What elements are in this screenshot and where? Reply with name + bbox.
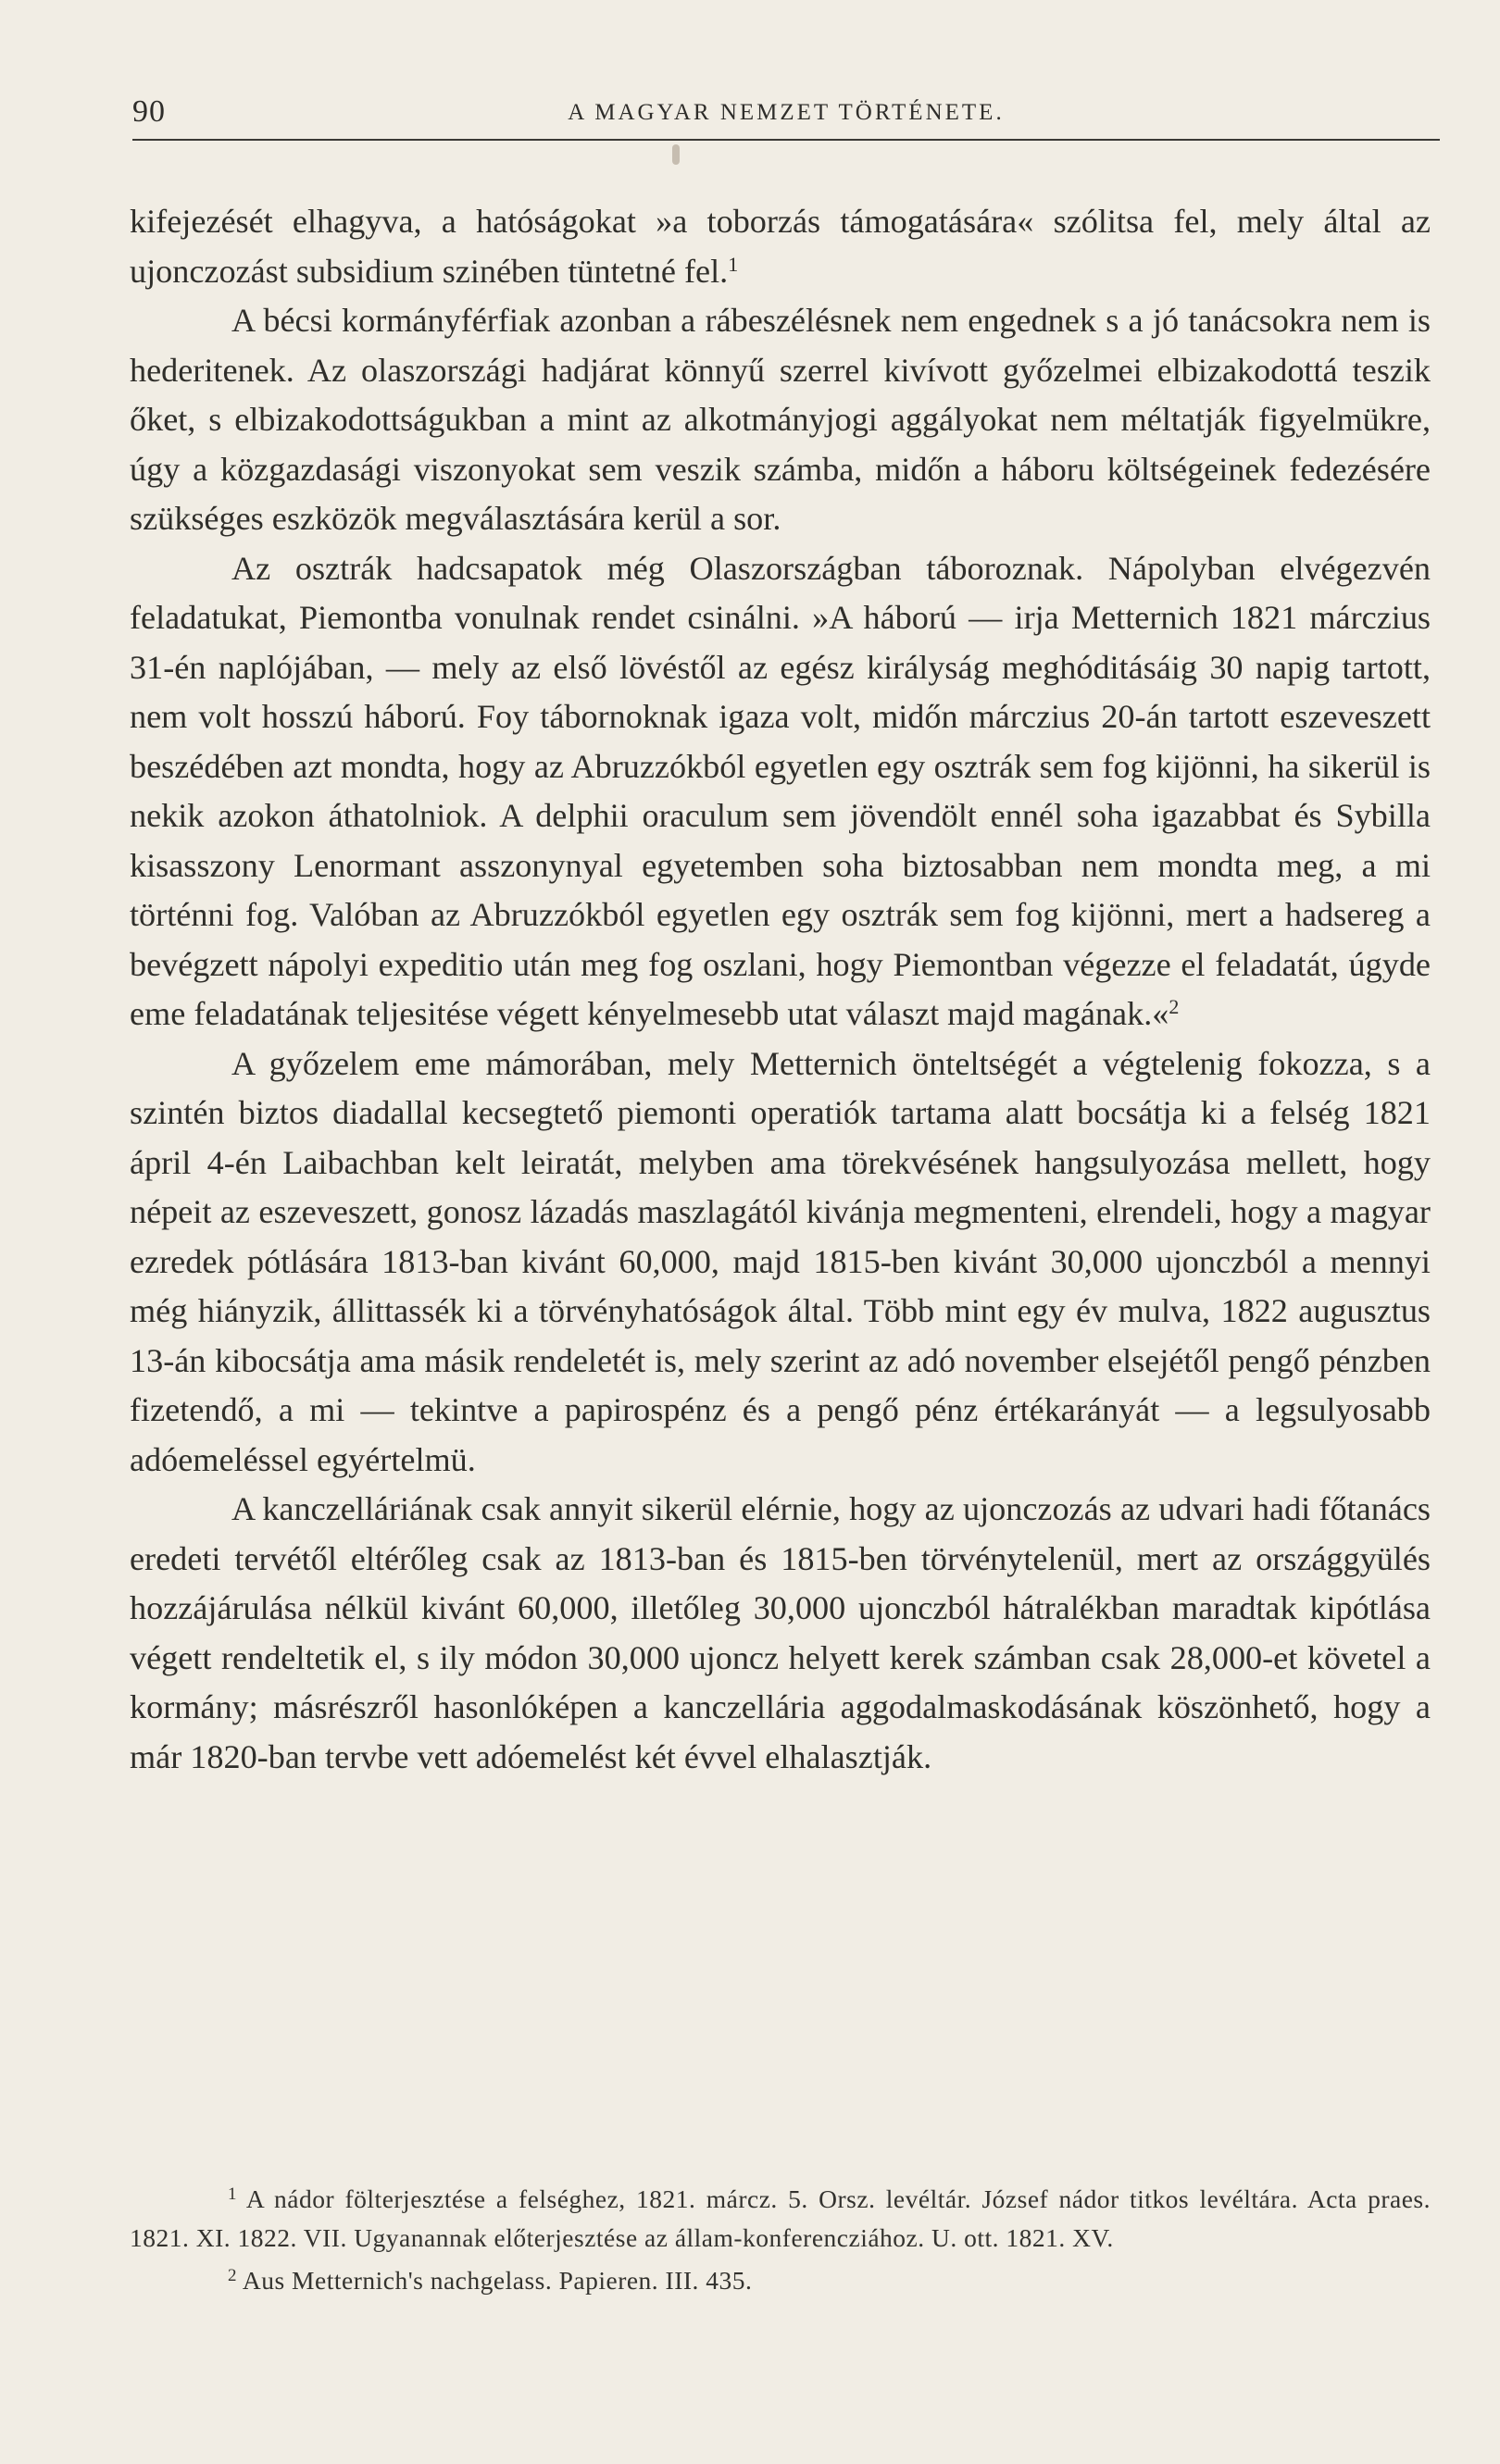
footnote-reference: 1 [728, 252, 739, 276]
footnote-mark: 1 [228, 2184, 237, 2204]
paragraph-text: A győzelem eme mámorában, mely Metternich önteltségét a végtelenig fokozza, s a szintén biztos diadallal kecsegtető piemonti operatiók tartama alatt bocsátja ki a felség 1821 ápril 4-én Laibachban kelt leiratát, melyben ama törekvésének hangsulyozása mellett, hogy népeit az eszeveszett, gonosz lázadás maszlagától kivánja megmenteni, elrendeli, hogy a magyar ezredek pótlására 1813-ban kivánt 60,000, majd 1815-ben kivánt 30,000 ujonczból a mennyi még hiányzik, állittassék ki a törvényhatóságok által. Több mint egy év mulva, 1822 augusztus 13-án kibocsátja ama másik rendeletét is, mely szerint az adó november elsejétől pengő pénzben fizetendő, a mi — tekintve a papirospénz és a pengő pénz értékarányát — a legsulyosabb adóemeléssel egyértelmü. [130, 1044, 1431, 1478]
paragraph-text: A bécsi kormányférfiak azonban a rábeszélésnek nem engednek s a jó tanácsokra nem is hederitenek. Az olaszországi hadjárat könnyű szerrel kivívott győzelmei elbizakodottá teszik őket, s elbizakodottságukban a mint az alkotmányjogi aggályokat nem méltatják figyelmükre, úgy a közgazdasági viszonyokat sem veszik számba, midőn a háboru költségeinek fedezésére szükséges eszközök megválasztására kerül a sor. [130, 302, 1431, 537]
running-head [132, 94, 1440, 141]
paragraph-text: Az osztrák hadcsapatok még Olaszországban táboroznak. Nápolyban elvégezvén feladatukat, Piemontba vonulnak rendet csinálni. »A háború — irja Metternich 1821 márczius 31-én naplójában, — mely az első lövéstől az egész királyság meghóditásáig 30 napig tartott, nem volt hosszú háború. Foy tábornoknak igaza volt, midőn márczius 20-án tartott eszeveszett beszédében azt mondta, hogy az Abruzzókból egyetlen egy osztrák sem fog kijönni, ha sikerül is nekik azokon áthatolniok. A delphii oraculum sem jövendölt ennél soha igazabbat és Sybilla kisasszony Lenormant asszonynyal egyetemben soha biztosabban nem mondta meg, a mi történni fog. Valóban az Abruzzókból egyetlen egy osztrák sem fog kijönni, mert a hadsereg a bevégzett nápolyi expeditio után meg fog oszlani, hogy Piemontban végezze el feladatát, úgyde eme feladatának teljesitése végett kényelmesebb utat választ majd magának.« [130, 549, 1431, 1032]
footnote-text: Aus Metternich's nachgelass. Papieren. III. 435. [242, 2266, 753, 2295]
ink-stain [672, 144, 680, 165]
paragraph [130, 1039, 1431, 1486]
footnote [130, 2180, 1431, 2258]
paragraph-text: A kanczelláriának csak annyit sikerül elérnie, hogy az ujonczozás az udvari hadi főtanács eredeti tervétől eltérőleg csak az 1813-ban és 1815-ben törvénytelenül, mert az országgyülés hozzájárulása nélkül kivánt 60,000, illetőleg 30,000 ujonczból hátralékban maradtak kipótlása végett rendeltetik el, s ily módon 30,000 ujoncz helyett kerek számban csak 28,000-et követel a kormány; másrészről hasonlóképen a kanczellária aggodalmaskodásának köszönhető, hogy a már 1820-ban tervbe vett adóemelést két évvel elhalasztják. [130, 1490, 1431, 1775]
page-number: 90 [132, 94, 166, 129]
paragraph-text: kifejezését elhagyva, a hatóságokat »a toborzás támogatására« szólitsa fel, mely által az ujonczozást subsidium szinében tüntetné fel. [130, 203, 1431, 290]
paragraph [130, 296, 1431, 544]
footnote [130, 2261, 1431, 2300]
running-title: A MAGYAR NEMZET TÖRTÉNETE. [568, 100, 1005, 125]
body-text [130, 197, 1431, 1782]
paragraph [130, 197, 1431, 296]
footnotes [130, 2180, 1431, 2300]
paragraph [130, 1485, 1431, 1782]
footnote-reference: 2 [1169, 995, 1180, 1018]
footnote-text: A nádor fölterjesztése a felséghez, 1821. márcz. 5. Orsz. levéltár. József nádor titkos levéltára. Acta praes. 1821. XI. 1822. VII. Ugyanannak előterjesztése az állam-konferencziához. U. ott. 1821. XV. [130, 2184, 1431, 2252]
footnote-mark: 2 [228, 2266, 237, 2285]
paragraph [130, 544, 1431, 1039]
